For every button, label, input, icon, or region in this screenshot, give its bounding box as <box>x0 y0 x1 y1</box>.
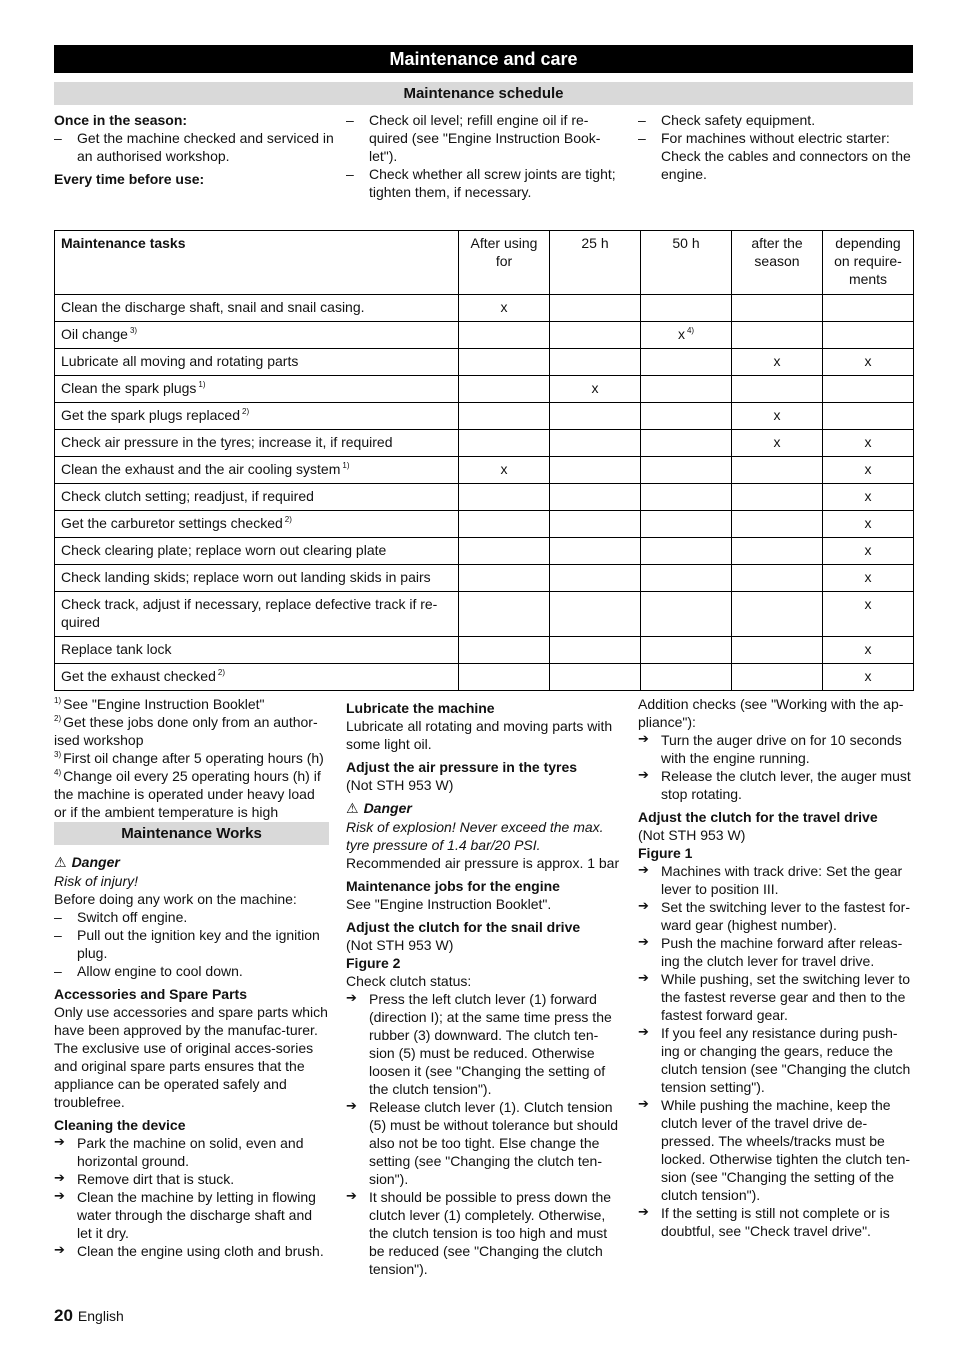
works-title: Maintenance Works <box>54 822 329 845</box>
snail-item: ➔ It should be possible to press down the clutch lever (1) completely. Otherwise, the clutch tension is too high and must be reduced (see "Changing the clutch tension"). <box>346 1188 623 1278</box>
footnote-ref: 3) <box>129 326 138 336</box>
table-row <box>55 538 914 565</box>
cleaning-item: ➔ Remove dirt that is stuck. <box>54 1170 330 1188</box>
interval-cell <box>459 565 550 592</box>
column-2 <box>346 699 623 1278</box>
interval-cell <box>732 565 823 592</box>
interval-cell <box>641 484 732 511</box>
travel-item: ➔ If you feel any resistance during push-ing or changing the gears, reduce the clutch tension (see "Changing the clutch tension setting"). <box>638 1024 914 1096</box>
snail-note: (Not STH 953 W) <box>346 937 454 953</box>
cleaning-item: ➔ Clean the engine using cloth and brush. <box>54 1242 330 1260</box>
task-cell: Clean the discharge shaft, snail and snail casing. <box>55 295 459 322</box>
table-row <box>55 457 914 484</box>
accessories-text: Only use accessories and spare parts which have been approved by the manufac-turer. The exclusive use of original acces-sories and original spare parts ensures that the appliance can be operated safely and troublefree. <box>54 1004 328 1110</box>
interval-cell <box>732 295 823 322</box>
danger-text: Risk of injury! <box>54 873 139 889</box>
table-header-row <box>55 231 914 295</box>
interval-cell: x <box>823 430 914 457</box>
travel-item: ➔ While pushing the machine, keep the clutch lever of the travel drive de-pressed. The wheels/tracks must be locked. Otherwise tighten the clutch ten-sion (see "Changing the setting of the clutch tension"). <box>638 1096 914 1204</box>
interval-cell <box>459 538 550 565</box>
travel-heading: Adjust the clutch for the travel drive <box>638 809 878 825</box>
interval-cell <box>459 511 550 538</box>
interval-cell <box>550 637 641 664</box>
warning-icon: ⚠ <box>54 855 67 871</box>
task-cell: Check track, adjust if necessary, replace defective track if re-quired <box>55 592 459 637</box>
schedule-item: – Check whether all screw joints are tight; tighten them, if necessary. <box>346 165 623 201</box>
schedule-col-1 <box>54 111 334 188</box>
interval-cell <box>550 484 641 511</box>
cleaning-item: ➔ Park the machine on solid, even and horizontal ground. <box>54 1134 330 1170</box>
interval-cell <box>459 376 550 403</box>
interval-cell <box>641 376 732 403</box>
travel-item: ➔ Set the switching lever to the fastest for-ward gear (highest number). <box>638 898 914 934</box>
interval-cell: x <box>823 592 914 637</box>
schedule-title: Maintenance schedule <box>54 82 913 105</box>
tyres-note: (Not STH 953 W) <box>346 777 454 793</box>
schedule-item: – Check oil level; refill engine oil if re-quired (see "Engine Instruction Book-let"). <box>346 111 623 165</box>
interval-cell <box>823 322 914 349</box>
once-heading: Once in the season: <box>54 112 188 128</box>
table-header: after the season <box>732 231 823 295</box>
interval-cell <box>732 538 823 565</box>
interval-cell: x <box>459 295 550 322</box>
section-title: Maintenance and care <box>54 45 913 73</box>
table-row <box>55 565 914 592</box>
interval-cell <box>641 511 732 538</box>
footnote: $^{1)}$ See "Engine Instruction Booklet" <box>54 696 265 712</box>
table-row <box>55 664 914 691</box>
before-text: Before doing any work on the machine: <box>54 891 297 907</box>
footnotes <box>54 695 330 821</box>
interval-cell: x <box>823 538 914 565</box>
column-3 <box>638 695 914 1240</box>
tyres-heading: Adjust the air pressure in the tyres <box>346 759 578 775</box>
task-cell: Check clutch setting; readjust, if required <box>55 484 459 511</box>
interval-cell <box>459 484 550 511</box>
task-cell: Check air pressure in the tyres; increase it, if required <box>55 430 459 457</box>
interval-cell: x <box>823 349 914 376</box>
task-cell: Lubricate all moving and rotating parts <box>55 349 459 376</box>
travel-item: ➔ Machines with track drive: Set the gear lever to position III. <box>638 862 914 898</box>
schedule-item: – Check safety equipment. <box>638 111 913 129</box>
interval-cell <box>732 484 823 511</box>
task-cell: Get the exhaust checked $^{2)}$ <box>55 664 459 691</box>
footnote-ref: 1) <box>198 380 206 390</box>
schedule-col-2 <box>346 111 623 201</box>
interval-cell <box>641 349 732 376</box>
interval-cell <box>641 637 732 664</box>
interval-cell <box>641 295 732 322</box>
travel-note: (Not STH 953 W) <box>638 827 746 843</box>
snail-intro: Check clutch status: <box>346 973 472 989</box>
table-header: 50 h <box>641 231 732 295</box>
interval-cell: x <box>823 637 914 664</box>
interval-cell <box>459 403 550 430</box>
maintenance-table <box>54 230 914 691</box>
travel-item: ➔ If the setting is still not complete or is doubtful, see "Check travel drive". <box>638 1204 914 1240</box>
task-cell: Clean the spark plugs $^{1)}$ <box>55 376 459 403</box>
snail-item: ➔ Press the left clutch lever (1) forward (direction I); at the same time press the rubber (3) downward. The clutch ten-sion (5) must be reduced. Otherwise loosen it (see "Changing the setting of the clutch tension"). <box>346 990 623 1098</box>
interval-cell: x <box>550 376 641 403</box>
task-cell: Clean the exhaust and the air cooling system $^{1)}$ <box>55 457 459 484</box>
accessories-heading: Accessories and Spare Parts <box>54 986 247 1002</box>
interval-cell <box>732 664 823 691</box>
interval-cell <box>732 637 823 664</box>
interval-cell <box>459 349 550 376</box>
interval-cell <box>641 538 732 565</box>
interval-cell <box>459 664 550 691</box>
interval-cell <box>732 322 823 349</box>
schedule-item: – For machines without electric starter: Check the cables and connectors on the engine. <box>638 129 913 183</box>
danger-text: Risk of explosion! Never exceed the max. tyre pressure of 1.4 bar/20 PSI. <box>346 819 604 853</box>
interval-cell <box>732 457 823 484</box>
recommended-text: Recommended air pressure is approx. 1 bar <box>346 855 620 871</box>
table-row <box>55 295 914 322</box>
table-row <box>55 349 914 376</box>
table-row <box>55 322 914 349</box>
table-header: 25 h <box>550 231 641 295</box>
interval-cell: x <box>823 511 914 538</box>
interval-cell <box>823 403 914 430</box>
page-number: 20 <box>54 1306 73 1325</box>
interval-cell <box>732 592 823 637</box>
interval-cell <box>641 565 732 592</box>
interval-cell <box>459 592 550 637</box>
table-header: Maintenance tasks <box>55 231 459 295</box>
footnote-ref: 2) <box>284 515 292 525</box>
interval-cell <box>459 322 550 349</box>
interval-cell <box>823 376 914 403</box>
table-row <box>55 403 914 430</box>
interval-cell <box>550 511 641 538</box>
interval-cell <box>641 403 732 430</box>
footnote-ref: 2) <box>242 407 250 417</box>
before-item: – Switch off engine. <box>54 908 330 926</box>
table-header: depending on require-ments <box>823 231 914 295</box>
page-language: English <box>77 1308 124 1324</box>
interval-cell <box>550 565 641 592</box>
footnote: $^{2)}$ Get these jobs done only from an author-ised workshop <box>54 714 318 748</box>
travel-item: ➔ Push the machine forward after releas-ing the clutch lever for travel drive. <box>638 934 914 970</box>
footnote-ref: 2) <box>217 668 225 678</box>
task-cell: Check clearing plate; replace worn out clearing plate <box>55 538 459 565</box>
interval-cell <box>641 457 732 484</box>
interval-cell <box>459 637 550 664</box>
engine-heading: Maintenance jobs for the engine <box>346 878 560 894</box>
interval-cell: x <box>732 349 823 376</box>
interval-cell <box>550 592 641 637</box>
footnote-ref: 4) <box>686 326 695 336</box>
footnote: $^{3)}$ First oil change after 5 operating hours (h) <box>54 750 324 766</box>
table-row <box>55 511 914 538</box>
addition-item: ➔ Turn the auger drive on for 10 seconds with the engine running. <box>638 731 914 767</box>
page-footer <box>54 1307 124 1325</box>
danger-heading: ⚠ Danger <box>54 854 120 871</box>
lubricate-heading: Lubricate the machine <box>346 700 495 716</box>
addition-item: ➔ Release the clutch lever, the auger must stop rotating. <box>638 767 914 803</box>
interval-cell: x <box>732 403 823 430</box>
task-cell: Get the spark plugs replaced $^{2)}$ <box>55 403 459 430</box>
interval-cell <box>550 430 641 457</box>
snail-item: ➔ Release clutch lever (1). Clutch tension (5) must be without tolerance but should also not be too tight. Else change the setting (see "Changing the clutch ten-sion"). <box>346 1098 623 1188</box>
snail-heading: Adjust the clutch for the snail drive <box>346 919 581 935</box>
addition-text: Addition checks (see "Working with the ap-pliance"): <box>638 696 904 730</box>
interval-cell <box>550 403 641 430</box>
works-column <box>54 853 330 1260</box>
interval-cell <box>641 430 732 457</box>
travel-figure: Figure 1 <box>638 845 693 861</box>
table-row <box>55 637 914 664</box>
interval-cell <box>550 349 641 376</box>
warning-icon: ⚠ <box>346 801 359 817</box>
interval-cell <box>641 592 732 637</box>
footnote-ref: 1) <box>342 461 350 471</box>
interval-cell: x <box>823 484 914 511</box>
interval-cell <box>732 511 823 538</box>
interval-cell: x <box>732 430 823 457</box>
lubricate-text: Lubricate all rotating and moving parts with some light oil. <box>346 718 613 752</box>
task-cell: Get the carburetor settings checked $^{2)}$ <box>55 511 459 538</box>
task-cell: Replace tank lock <box>55 637 459 664</box>
interval-cell <box>550 322 641 349</box>
task-cell: Check landing skids; replace worn out landing skids in pairs <box>55 565 459 592</box>
danger-heading: ⚠ Danger <box>346 800 412 817</box>
interval-cell <box>550 664 641 691</box>
table-row <box>55 376 914 403</box>
table-row <box>55 484 914 511</box>
interval-cell <box>823 295 914 322</box>
footnote: $^{4)}$ Change oil every 25 operating hours (h) if the machine is operated under heavy load or if the ambient temperature is high <box>54 768 321 820</box>
interval-cell <box>459 430 550 457</box>
interval-cell: x <box>459 457 550 484</box>
snail-figure: Figure 2 <box>346 955 401 971</box>
cleaning-heading: Cleaning the device <box>54 1117 186 1133</box>
travel-item: ➔ While pushing, set the switching lever to the fastest reverse gear and then to the fastest forward gear. <box>638 970 914 1024</box>
table-header: After using for <box>459 231 550 295</box>
interval-cell: x <box>823 457 914 484</box>
engine-text: See "Engine Instruction Booklet". <box>346 896 552 912</box>
once-item: – Get the machine checked and serviced in an authorised workshop. <box>54 129 334 165</box>
every-heading: Every time before use: <box>54 171 205 187</box>
interval-cell <box>550 295 641 322</box>
before-item: – Allow engine to cool down. <box>54 962 330 980</box>
interval-cell: x $^{4)}$ <box>641 322 732 349</box>
table-row <box>55 430 914 457</box>
before-item: – Pull out the ignition key and the ignition plug. <box>54 926 330 962</box>
table-row <box>55 592 914 637</box>
interval-cell <box>641 664 732 691</box>
interval-cell <box>732 376 823 403</box>
interval-cell: x <box>823 664 914 691</box>
task-cell: Oil change $^{3)}$ <box>55 322 459 349</box>
schedule-col-3 <box>638 111 913 183</box>
interval-cell <box>550 538 641 565</box>
cleaning-item: ➔ Clean the machine by letting in flowing water through the discharge shaft and let it dry. <box>54 1188 330 1242</box>
interval-cell: x <box>823 565 914 592</box>
interval-cell <box>550 457 641 484</box>
